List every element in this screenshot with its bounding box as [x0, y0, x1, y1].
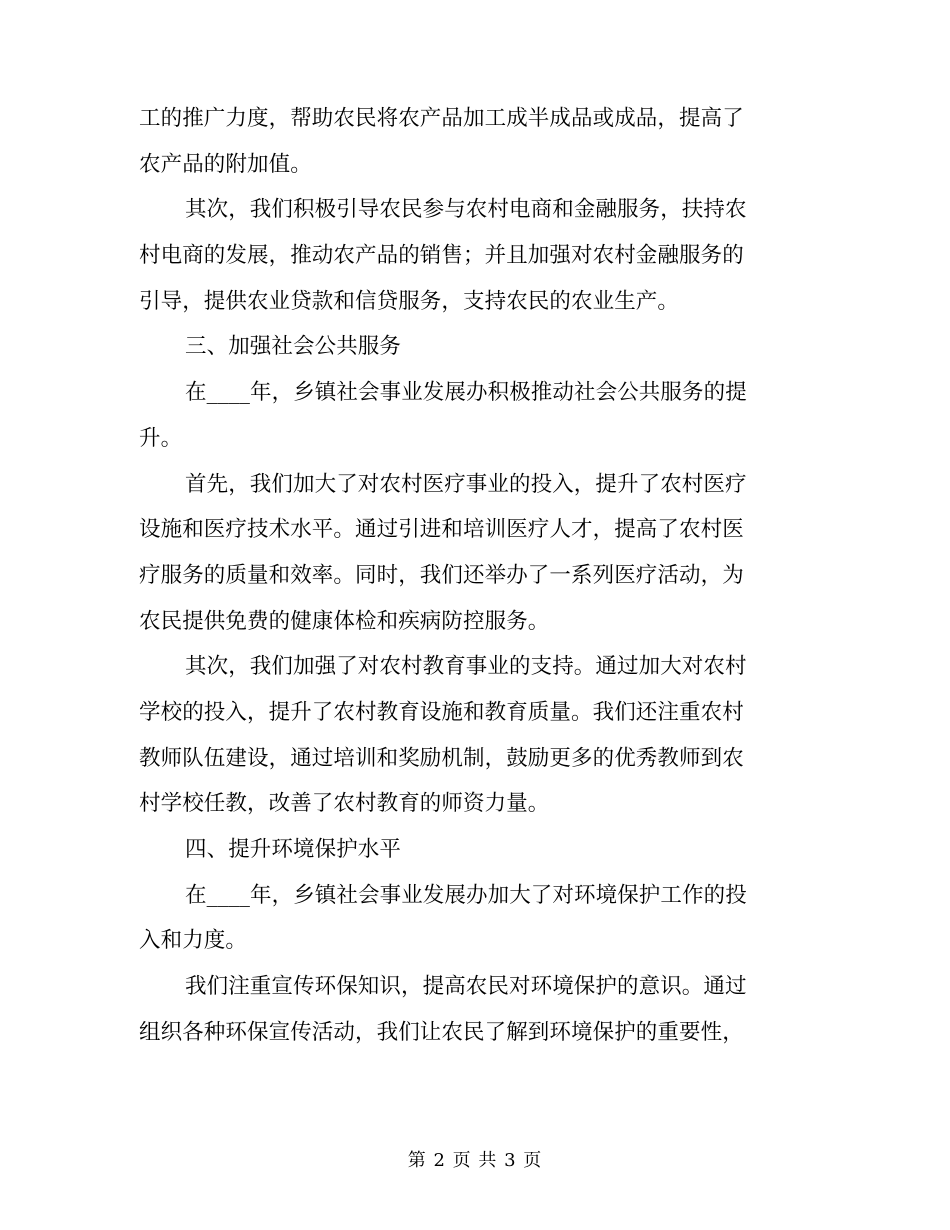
paragraph-line: 我们注重宣传环保知识，提高农民对环境保护的意识。通过 — [185, 974, 747, 1000]
paragraph-line: 村电商的发展，推动农产品的销售；并且加强对农村金融服务的 — [139, 243, 744, 269]
paragraph-line: 工的推广力度，帮助农民将农产品加工成半成品或成品，提高了 — [139, 106, 744, 131]
paragraph-line: 教师队伍建设，通过培训和奖励机制，鼓励更多的优秀教师到农 — [139, 745, 744, 771]
paragraph-line: 组织各种环保宣传活动，我们让农民了解到环境保护的重要性， — [139, 1019, 744, 1045]
paragraph-line: 农产品的附加值。 — [139, 151, 312, 177]
page-number-footer: 第 2 页 共 3 页 — [407, 1150, 543, 1171]
document-body — [139, 96, 799, 1055]
paragraph-line: 疗服务的质量和效率。同时，我们还举办了一系列医疗活动，为 — [139, 562, 744, 588]
paragraph-line: 引导，提供农业贷款和信贷服务，支持农民的农业生产。 — [139, 288, 680, 314]
section-heading: 四、提升环境保护水平 — [185, 837, 402, 862]
paragraph-line: 在____年，乡镇社会事业发展办积极推动社会公共服务的提 — [185, 380, 747, 406]
paragraph-line: 升。 — [139, 425, 183, 451]
paragraph-line: 其次，我们加强了对农村教育事业的支持。通过加大对农村 — [185, 654, 747, 680]
section-heading: 三、加强社会公共服务 — [185, 334, 402, 360]
paragraph-line: 农民提供免费的健康体检和疾病防控服务。 — [139, 608, 550, 634]
paragraph-line: 在____年，乡镇社会事业发展办加大了对环境保护工作的投 — [185, 882, 747, 908]
paragraph-line: 首先，我们加大了对农村医疗事业的投入，提升了农村医疗 — [185, 471, 747, 497]
paragraph-line: 入和力度。 — [139, 928, 248, 954]
paragraph-line: 设施和医疗技术水平。通过引进和培训医疗人才，提高了农村医 — [139, 517, 744, 543]
paragraph-line: 其次，我们积极引导农民参与农村电商和金融服务，扶持农 — [185, 197, 747, 223]
paragraph-line: 学校的投入，提升了农村教育设施和教育质量。我们还注重农村 — [139, 699, 744, 725]
paragraph-line: 村学校任教，改善了农村教育的师资力量。 — [139, 791, 550, 817]
